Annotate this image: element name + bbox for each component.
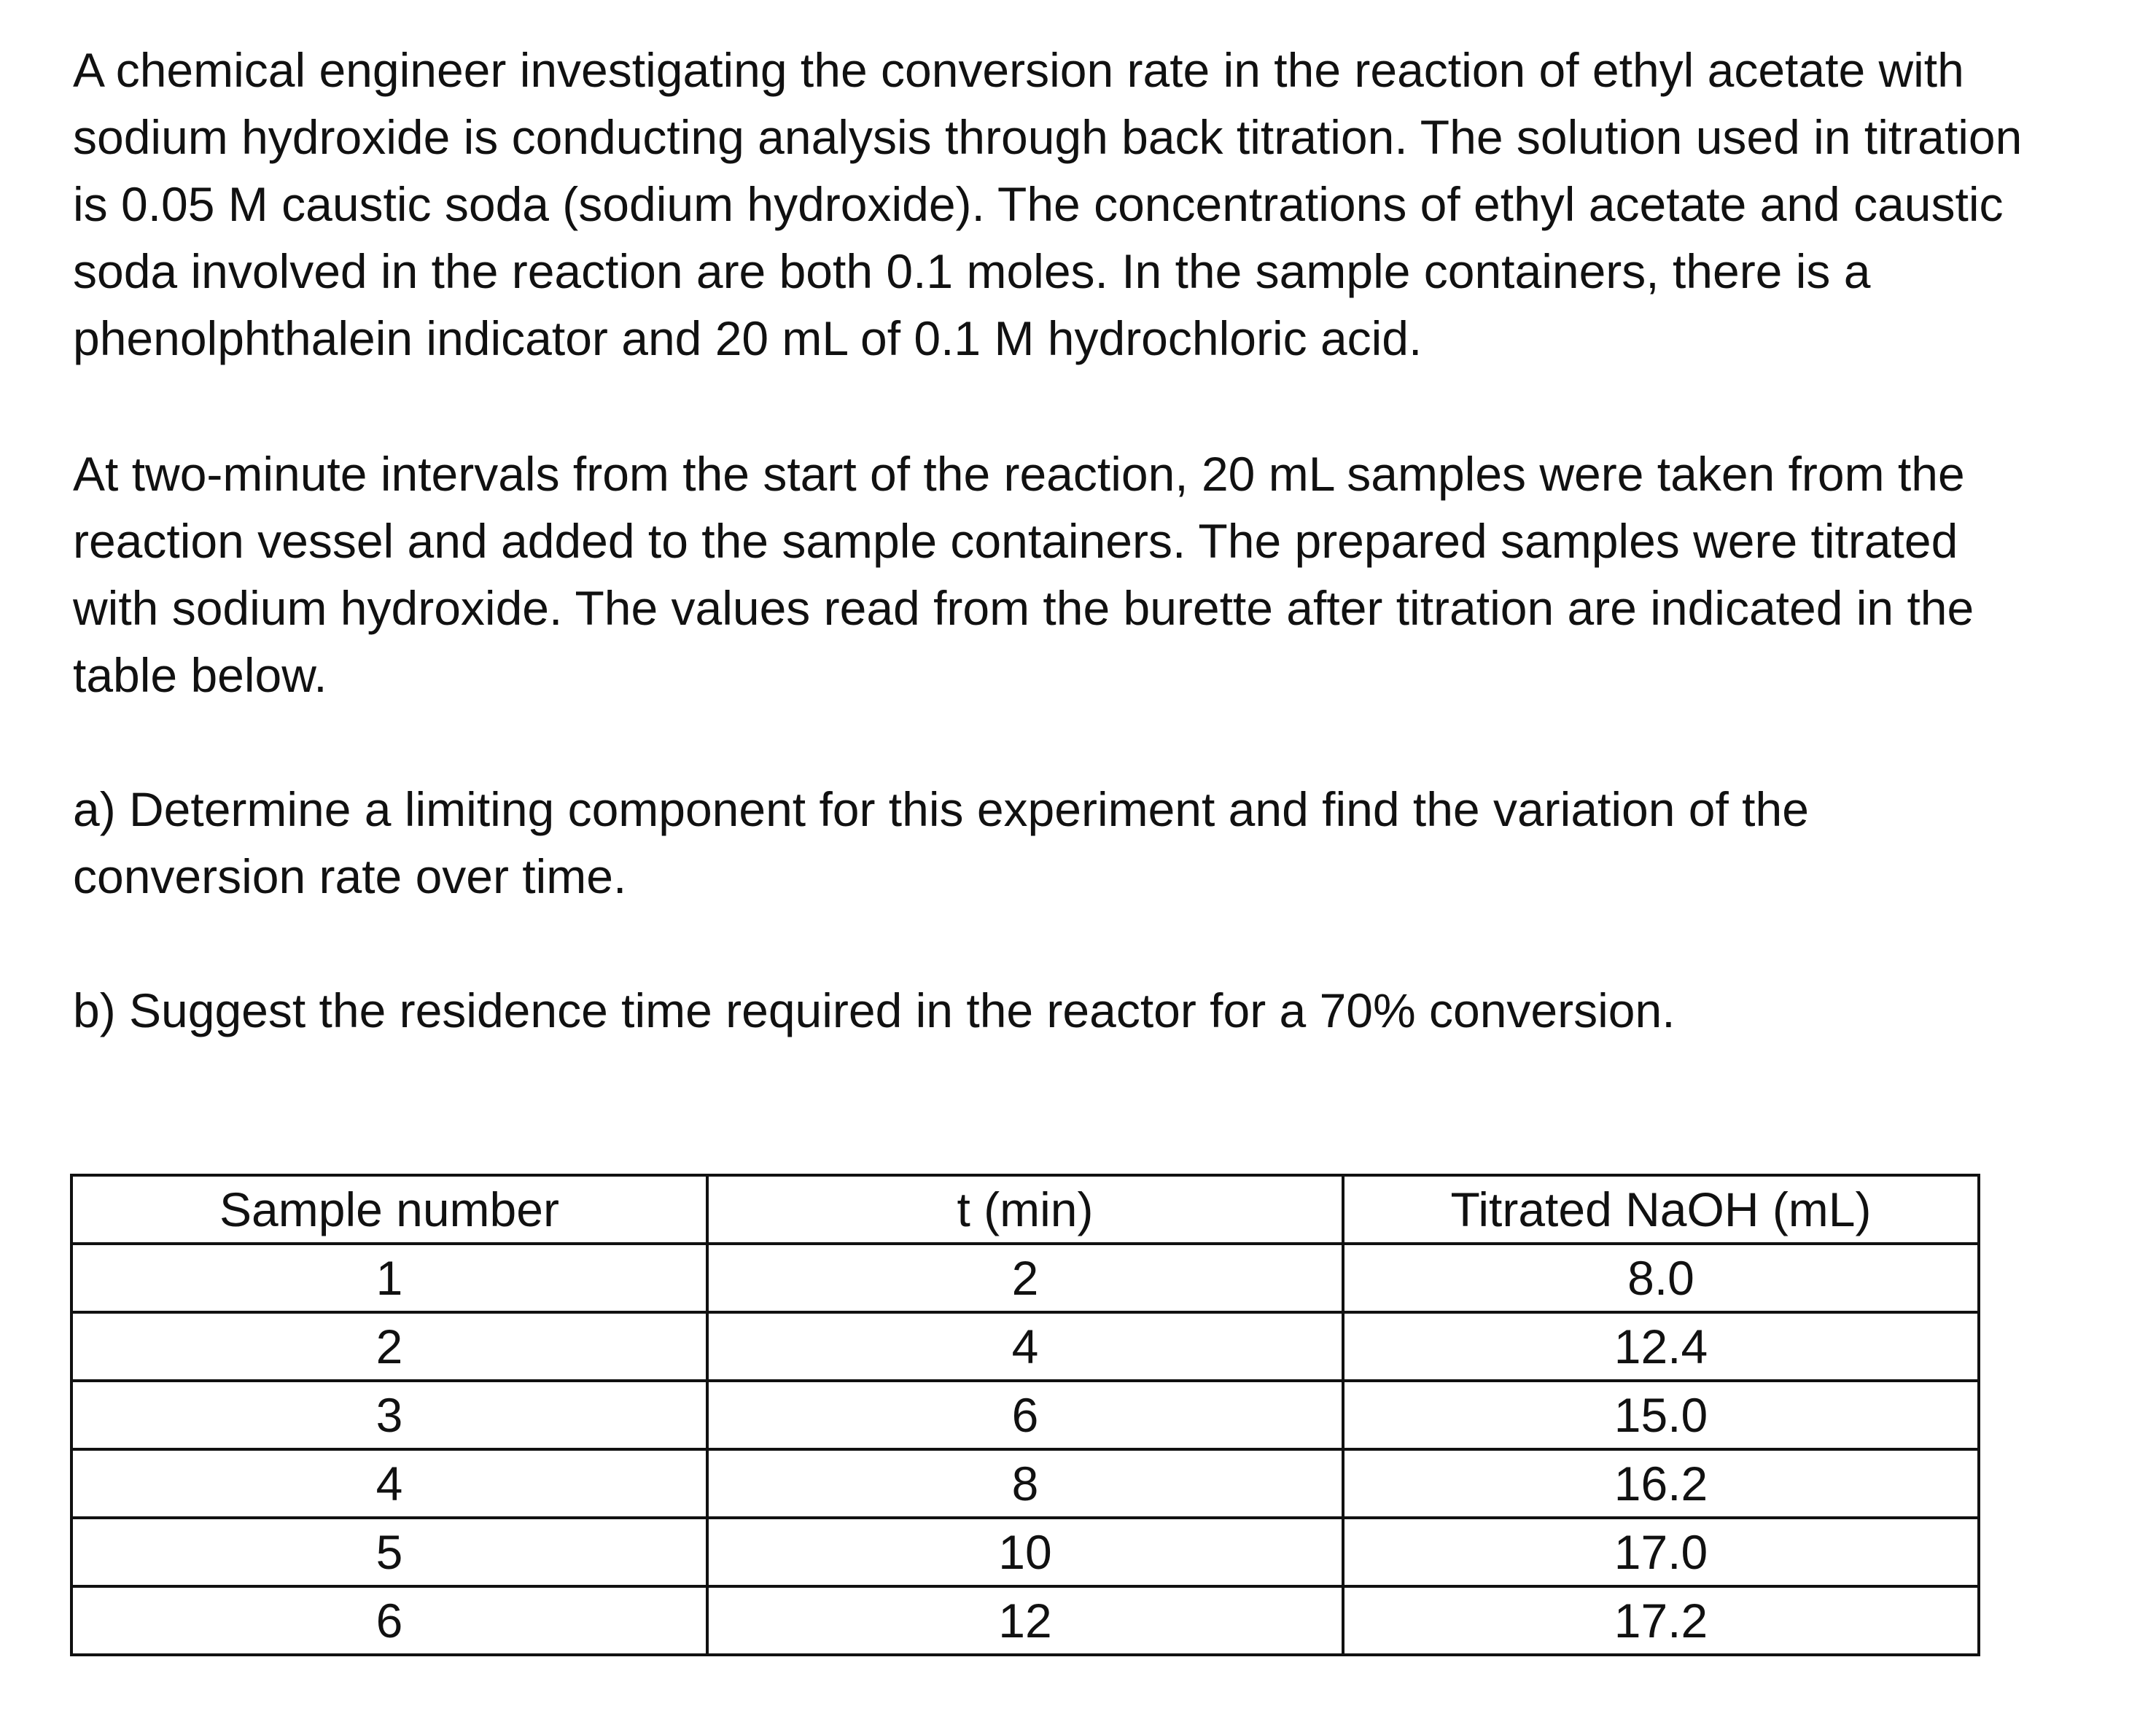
table-row [71,1518,1979,1586]
table-row [71,1586,1979,1655]
cell-time: 10 [707,1518,1343,1586]
cell-time: 6 [707,1381,1343,1449]
intro-paragraph: A chemical engineer investigating the conversion rate in the reaction of ethyl acetate with sodium hydroxide is conducting analysis through back titration. The solution used in titration is 0.05 M caustic soda (sodium hydroxide). The concentrations of ethyl acetate and caustic soda involved in the reaction are both 0.1 moles. In the sample containers, there is a phenolphthalein indicator and 20 mL of 0.1 M hydrochloric acid. [73,43,2023,365]
cell-time: 12 [707,1586,1343,1655]
header-time: t (min) [707,1175,1343,1244]
cell-naoh: 16.2 [1343,1449,1979,1518]
question-b: b) Suggest the residence time required in the reactor for a 70% conversion. [73,983,1676,1037]
cell-naoh: 12.4 [1343,1312,1979,1381]
header-titrated-naoh: Titrated NaOH (mL) [1343,1175,1979,1244]
header-sample-number: Sample number [71,1175,707,1244]
titration-table [70,1174,1980,1656]
table-row [71,1244,1979,1312]
cell-naoh: 17.0 [1343,1518,1979,1586]
cell-time: 8 [707,1449,1343,1518]
cell-sample: 1 [71,1244,707,1312]
table-row [71,1312,1979,1381]
cell-time: 2 [707,1244,1343,1312]
question-a: a) Determine a limiting component for this experiment and find the variation of the conversion rate over time. [73,782,1809,903]
cell-sample: 2 [71,1312,707,1381]
cell-sample: 3 [71,1381,707,1449]
table-row [71,1449,1979,1518]
cell-naoh: 15.0 [1343,1381,1979,1449]
cell-sample: 5 [71,1518,707,1586]
cell-sample: 6 [71,1586,707,1655]
cell-naoh: 17.2 [1343,1586,1979,1655]
cell-time: 4 [707,1312,1343,1381]
table-header-row [71,1175,1979,1244]
procedure-paragraph: At two-minute intervals from the start of the reaction, 20 mL samples were taken from the reaction vessel and added to the sample containers. The prepared samples were titrated with sodium hydroxide. The values read from the burette after titration are indicated in the table below. [73,447,1974,702]
cell-sample: 4 [71,1449,707,1518]
table-row [71,1381,1979,1449]
cell-naoh: 8.0 [1343,1244,1979,1312]
